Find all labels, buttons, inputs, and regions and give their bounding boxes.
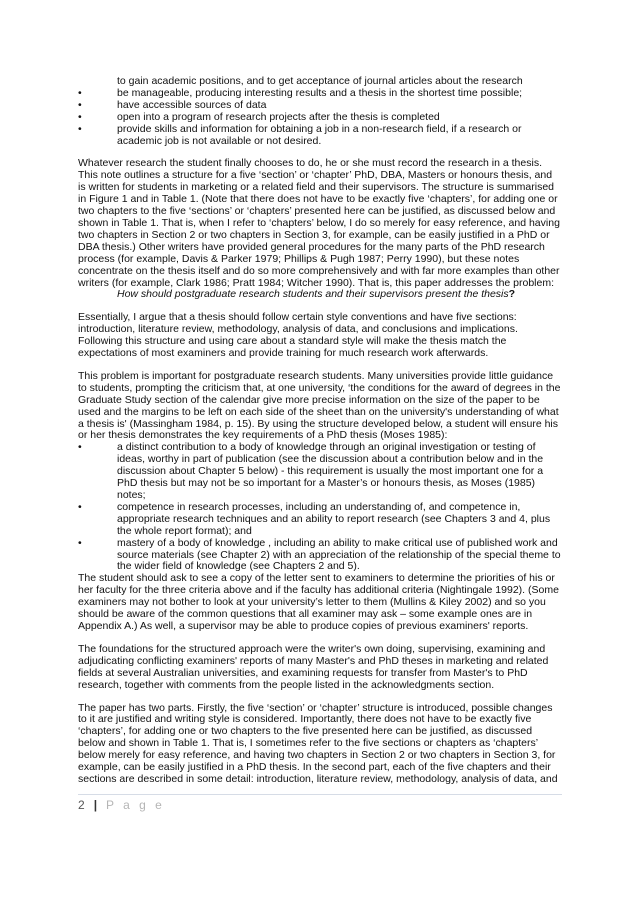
research-question [78,289,562,301]
page-footer [78,794,562,812]
page-number: 2 [78,798,86,812]
footer-separator: | [93,798,99,812]
bullet-continuation: to gain academic positions, and to get acceptance of journal articles about the research [117,75,523,87]
paragraph: The paper has two parts. Firstly, the five ‘section’ or ‘chapter’ structure is introduced, possible changes to it are justified and writing style is considered. Importantly, there does not have to be exactly five ‘chapters’, for adding one or two chapters to the five presented here can be justified, as discussed below and shown in Table 1. That is, I sometimes refer to the five sections or chapters as ‘chapters’ below merely for easy reference, and having two chapters in Section 2 or two chapters in Section 3, for example, can be easily justified in a PhD thesis. In the second part, each of the five chapters and their sections are described in some detail: introduction, literature review, methodology, analysis of data, and [78,701,558,785]
footer-divider [78,794,562,795]
question-mark: ? [508,288,516,301]
list-item-text: have accessible sources of data [117,98,267,111]
paragraph: The student should ask to see a copy of the letter sent to examiners to determine the priorities of his or her faculty for the three criteria above and if the faculty has additional criteria (Nightingale 1992). (Some examiners may not bother to look at your university’s letter to them (Mullins & Kiley 2002) and so you should be aware of the common questions that all examiner may ask – some example ones are in Appendix A.) As well, a supervisor may be able to produce copies of previous examiners' reports. [78,572,559,632]
list-item-text: provide skills and information for obtaining a job in a non-research field, if a research or academic job is not available or not desired. [117,122,522,147]
list-item-text: mastery of a body of knowledge , including an ability to make critical use of published work and source materials (see Chapter 2) with an appreciation of the relationship of the special theme to the wider field of knowledge (see Chapters 2 and 5). [117,536,561,573]
list-item [78,502,562,538]
list-item-text: a distinct contribution to a body of knowledge through an original investigation or testing of ideas, worthy in part of publication (see the discussion about a contribution below and in the discussion about Chapter 5 below) - this requirement is usually the most important one for a PhD thesis but may not be so important for a Master’s or honours thesis, as Moses (1985) notes; [117,441,544,501]
list-item [78,442,562,502]
list-item [78,124,562,148]
bullet-icon: • [78,122,82,135]
paragraph: The foundations for the structured approach were the writer's own doing, supervising, examining and adjudicating conflicting examiners' reports of many Master's and PhD theses in marketing and related fields at several Australian universities, and examining requests for transfer from Master's to PhD research, together with comments from the people listed in the acknowledgments section. [78,642,549,691]
page-label: P a g e [106,798,165,812]
research-question-text: How should postgraduate research students and their supervisors present the thesis [117,288,509,301]
bullet-icon: • [78,500,82,513]
paragraph: Whatever research the student finally chooses to do, he or she must record the research in a thesis. This note outlines a structure for a five ‘section’ or ‘chapter’ PhD, DBA, Masters or honours thesis, and is written for students in marketing or a related field and their supervisors. The structure is summarised in Figure 1 and in Table 1. (Note that there does not have to be exactly five ‘chapters’, for adding one or two chapters to the five ‘sections’ or ‘chapters’ presented here can be justified, as discussed below and shown in Table 1. That is, when I refer to ‘chapters’ below, I do so merely for easy reference, and having two chapters in Section 2 or two chapters in Section 3, for example, can be easily justified in a PhD or DBA thesis.) Other writers have provided general procedures for the many parts of the PhD research process (for example, Davis & Parker 1979; Phillips & Pugh 1987; Perry 1990), but these notes concentrate on the thesis itself and do so more comprehensively and with far more examples than other writers (for example, Clark 1986; Pratt 1984; Witcher 1990). That is, this paper addresses the problem: [78,157,560,289]
body-text [78,76,562,786]
bullet-icon: • [78,441,82,454]
paragraph: Essentially, I argue that a thesis should follow certain style conventions and have five sections: introduction, literature review, methodology, analysis of data, and conclusions and implications. Following this structure and using care about a standard style will make the thesis match the expectations of most examiners and provide training for much research work afterwards. [78,311,518,360]
bullet-icon: • [78,110,82,123]
list-item [78,538,562,574]
bullet-icon: • [78,536,82,549]
list-item-text: open into a program of research projects after the thesis is completed [117,110,440,123]
page-number-row [78,798,562,812]
paragraph: This problem is important for postgraduate research students. Many universities provide little guidance to students, prompting the criticism that, at one university, ‘the conditions for the award of degrees in the Graduate Study section of the calendar give more precise information on the size of the paper to be used and the margins to be left on each side of the sheet than on the university's understanding of what a thesis is' (Massingham 1984, p. 15). By using the structure developed below, a student will ensure his or her thesis demonstrates the key requirements of a PhD thesis (Moses 1985): [78,369,561,442]
bullet-icon: • [78,86,82,99]
bullet-icon: • [78,98,82,111]
list-item-text: be manageable, producing interesting results and a thesis in the shortest time possible; [117,86,523,99]
list-item-text: competence in research processes, including an understanding of, and competence in, appropriate research techniques and an ability to report research (see Chapters 3 and 4, plus the whole report format); and [117,500,551,537]
